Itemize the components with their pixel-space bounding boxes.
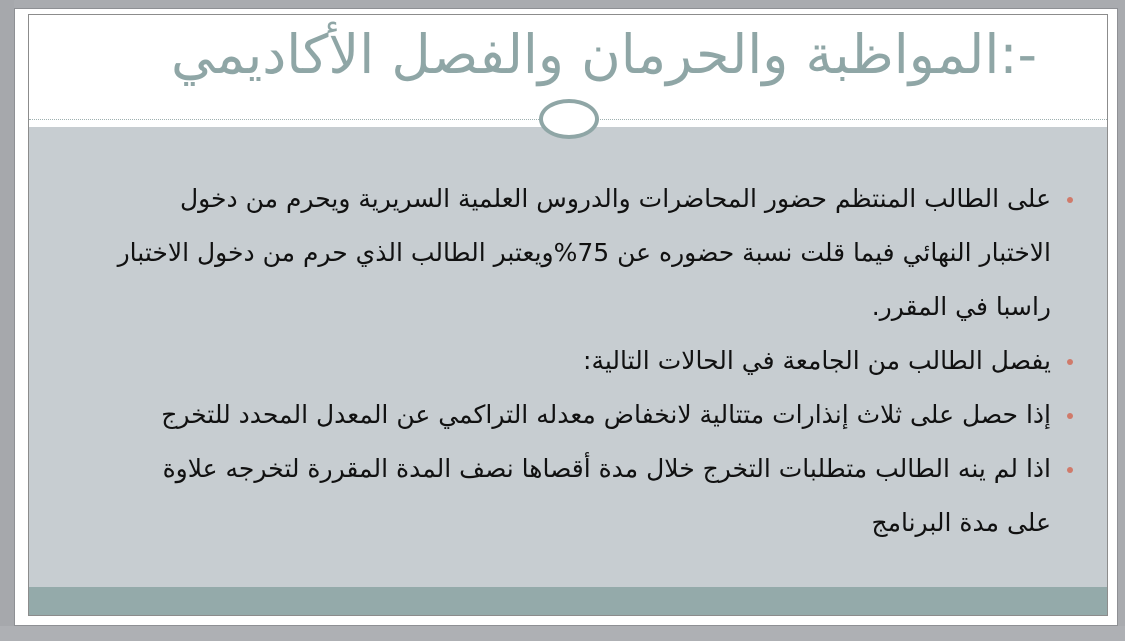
slide — [14, 8, 1118, 626]
bullet-item — [95, 334, 1085, 388]
bullet-text: يفصل الطالب من الجامعة في الحالات التالية: — [583, 346, 1051, 375]
bullet-text: اذا لم ينه الطالب متطلبات التخرج خلال مدة أقصاها نصف المدة المقررة لتخرجه علاوة على مدة البرنامج — [162, 454, 1051, 537]
divider-oval-ornament — [539, 99, 599, 139]
bullet-dot-icon — [1067, 467, 1073, 473]
bullet-dot-icon — [1067, 413, 1073, 419]
bullet-list — [95, 172, 1085, 550]
slide-title: -:المواظبة والحرمان والفصل الأكاديمي — [170, 23, 1037, 86]
bullet-item — [95, 172, 1085, 334]
bullet-dot-icon — [1067, 359, 1073, 365]
bullet-text: إذا حصل على ثلاث إنذارات متتالية لانخفاض معدله التراكمي عن المعدل المحدد للتخرج — [161, 400, 1051, 429]
bullet-dot-icon — [1067, 197, 1073, 203]
window-bottom-edge — [0, 626, 1125, 641]
window-left-edge — [0, 0, 14, 641]
footer-band — [29, 587, 1107, 615]
bullet-item — [95, 442, 1085, 550]
bullet-item — [95, 388, 1085, 442]
bullet-text: على الطالب المنتظم حضور المحاضرات والدروس العلمية السريرية ويحرم من دخول الاختبار النهائي فيما قلت نسبة حضوره عن 75%ويعتبر الطالب الذي حرم من دخول الاختبار راسبا في المقرر. — [117, 184, 1051, 321]
